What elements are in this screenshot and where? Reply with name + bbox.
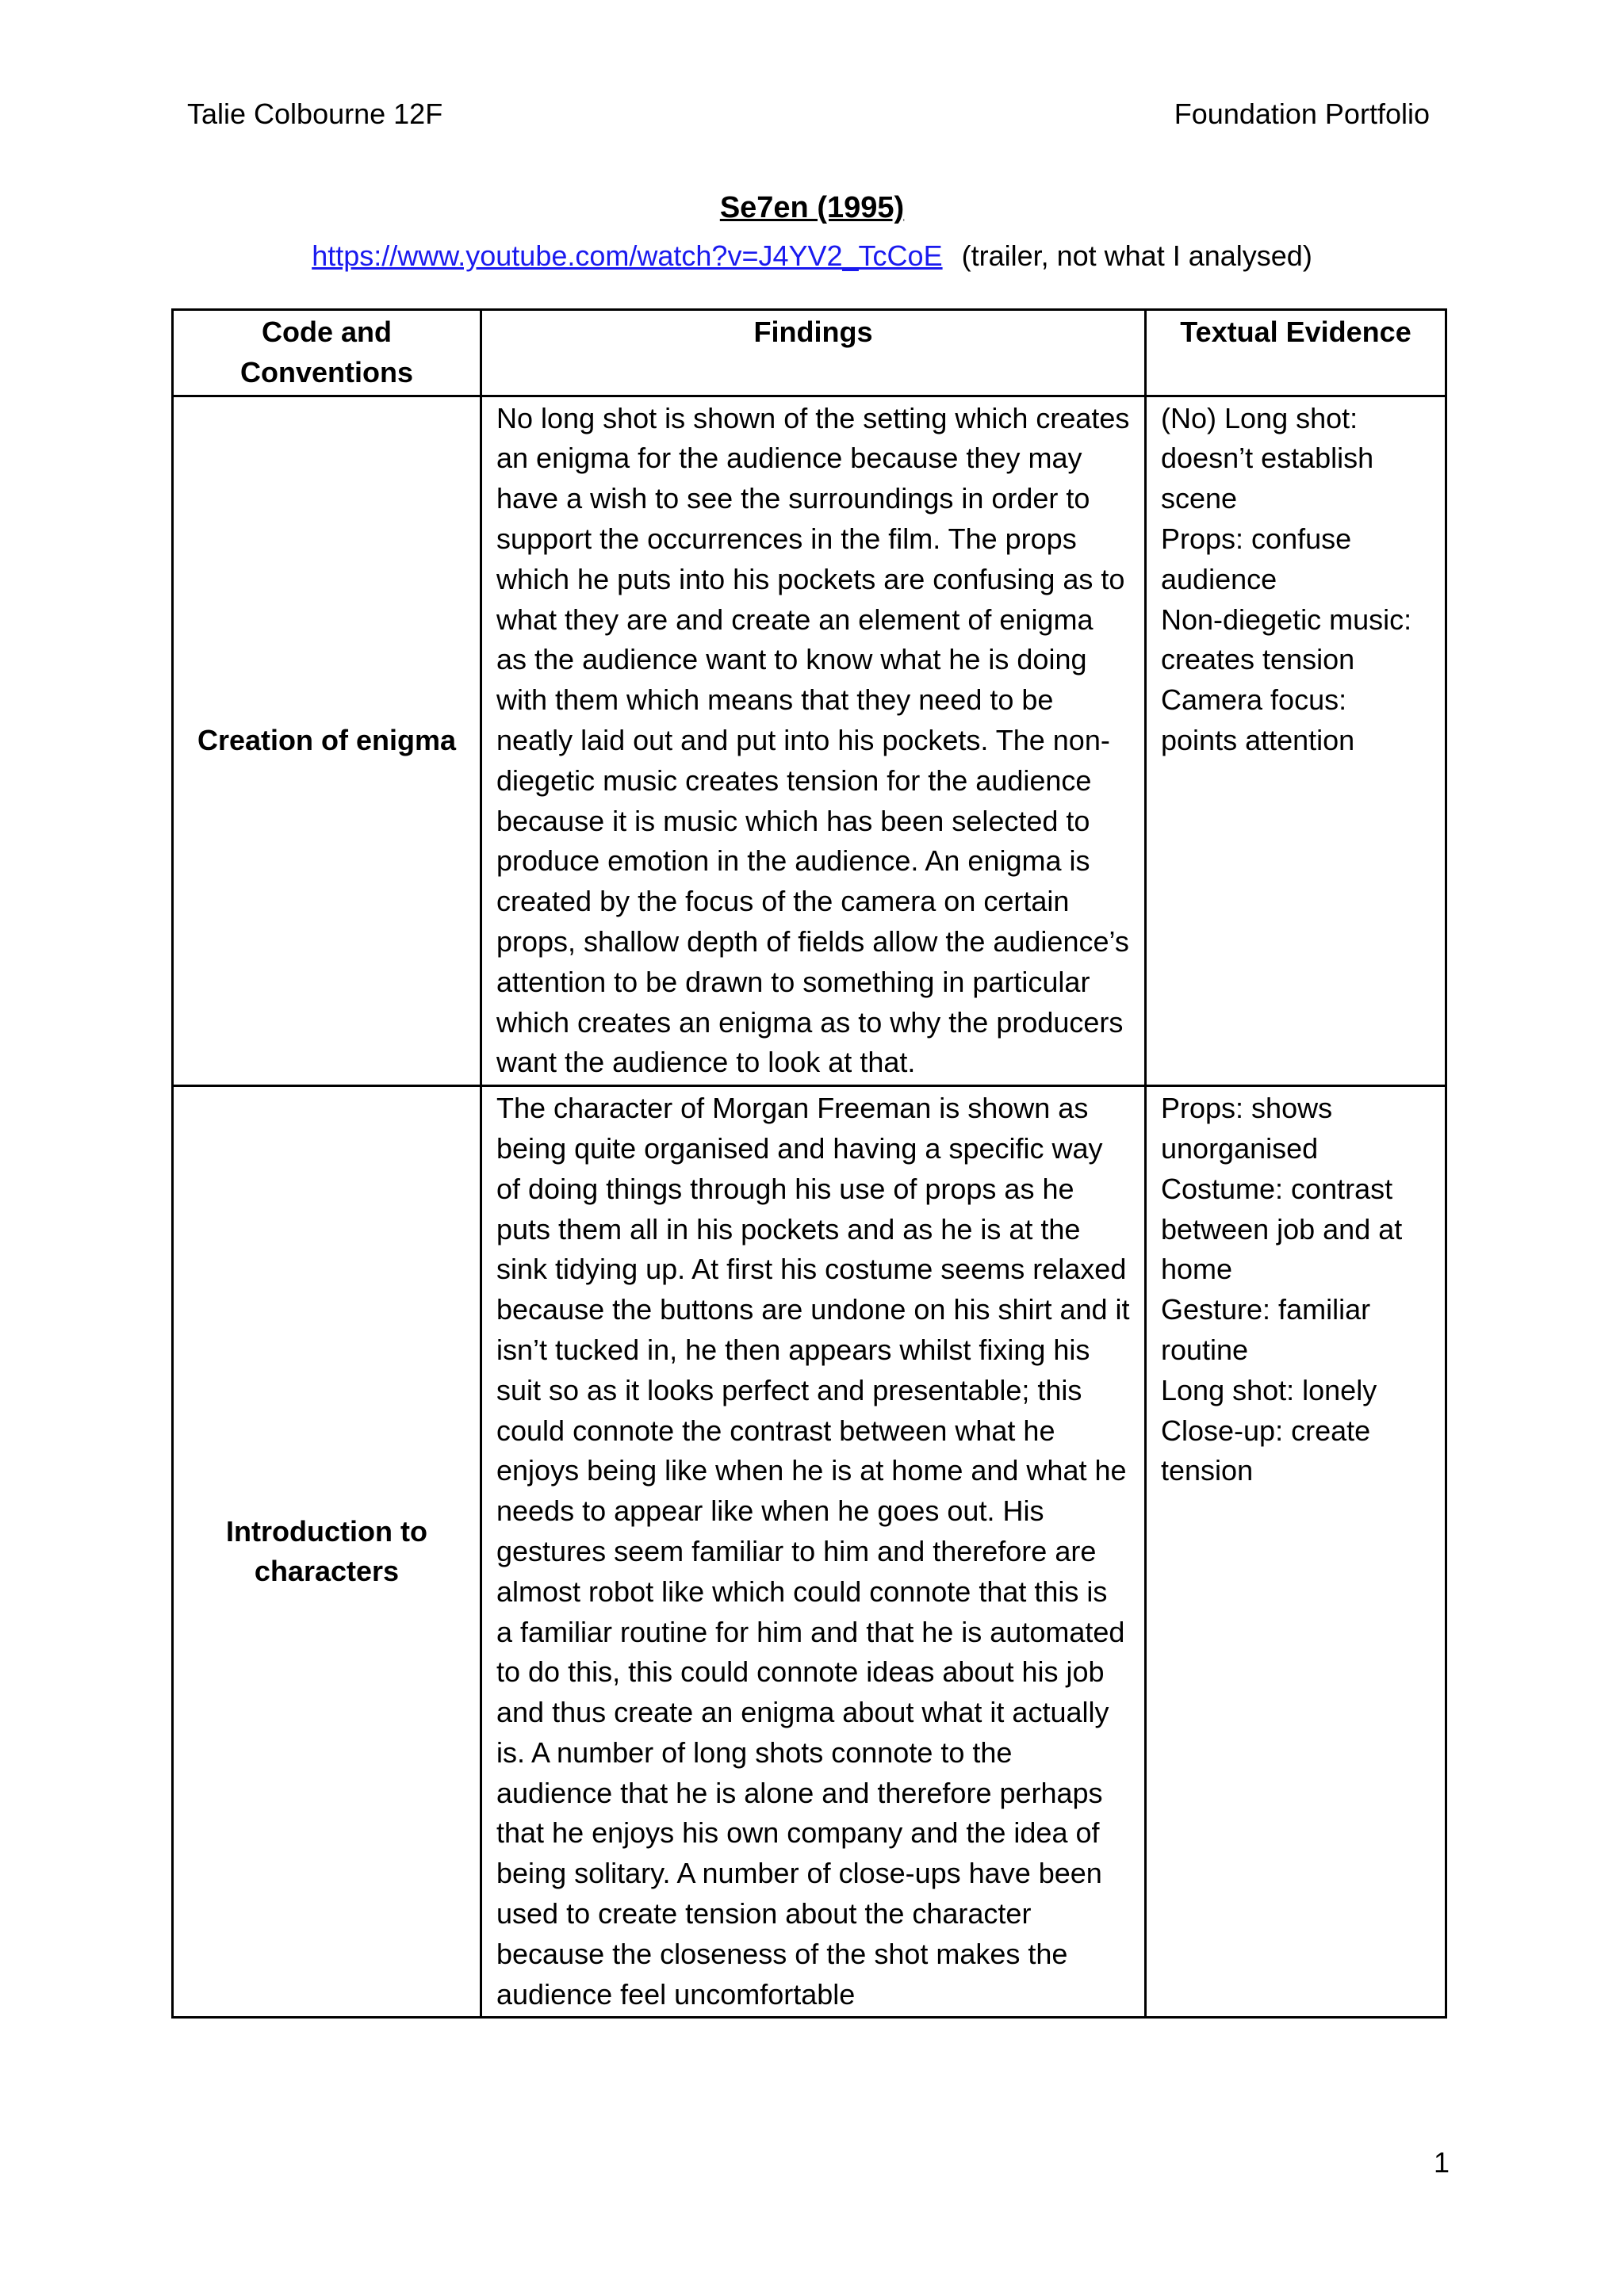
evidence-item: Long shot: lonely — [1161, 1373, 1377, 1406]
header-textual-evidence: Textual Evidence — [1146, 310, 1446, 396]
evidence-item: Costume: contrast between job and at home — [1161, 1172, 1403, 1286]
table-row — [173, 1086, 1446, 2018]
table-row — [173, 396, 1446, 1086]
evidence-item: Props: shows unorganised — [1161, 1092, 1333, 1165]
evidence-item: Close-up: create tension — [1161, 1414, 1371, 1487]
evidence-item: (No) Long shot: doesn’t establish scene — [1161, 401, 1374, 515]
evidence-item: Camera focus: points attention — [1161, 683, 1355, 756]
header-code-conventions: Code and Conventions — [173, 310, 481, 396]
evidence-item: Props: confuse audience — [1161, 522, 1352, 595]
trailer-link-line — [0, 238, 1624, 274]
trailer-link[interactable]: https://www.youtube.com/watch?v=J4YV2_TcCoE — [312, 239, 943, 272]
code-cell: Creation of enigma — [173, 396, 481, 1086]
trailer-note: (trailer, not what I analysed) — [961, 239, 1312, 272]
findings-cell: The character of Morgan Freeman is shown as being quite organised and having a specific way of doing things through his use of props as he puts them all in his pockets and as he is at the sink tidying up. At first his costume seems relaxed because the buttons are undone on his shirt and it isn’t tucked in, he then appears whilst fixing his suit so as it looks perfect and presentable; this could connote the contrast between what he enjoys being like when he is at home and what he needs to appear like when he goes out. His gestures seem familiar to him and therefore are almost robot like which could connote that this is a familiar routine for him and that he is automated to do this, this could connote ideas about his job and thus create an enigma about what it actually is. A number of long shots connote to the audience that he is alone and therefore perhaps that he enjoys his own company and the idea of being solitary. A number of close-ups have been used to create tension about the character because the closeness of the shot makes the audience feel uncomfortable — [481, 1086, 1146, 2018]
analysis-table — [171, 308, 1447, 2019]
evidence-item: Non-diegetic music: creates tension — [1161, 603, 1412, 676]
findings-cell: No long shot is shown of the setting which creates an enigma for the audience because they may have a wish to see the surroundings in order to support the occurrences in the film. The props which he puts into his pockets are confusing as to what they are and create an element of enigma as the audience want to know what he is doing with them which means that they need to be neatly laid out and put into his pockets. The non-diegetic music creates tension for the audience because it is music which has been selected to produce emotion in the audience. An enigma is created by the focus of the camera on certain props, shallow depth of fields allow the audience’s attention to be drawn to something in particular which creates an enigma as to why the producers want the audience to look at that. — [481, 396, 1146, 1086]
page-title: Se7en (1995) — [719, 191, 905, 224]
evidence-cell — [1146, 396, 1446, 1086]
page-number: 1 — [1433, 2146, 1450, 2179]
header-author: Talie Colbourne 12F — [187, 98, 443, 130]
table-header-row — [173, 310, 1446, 396]
header-portfolio: Foundation Portfolio — [1174, 98, 1430, 130]
header-findings: Findings — [481, 310, 1146, 396]
evidence-cell — [1146, 1086, 1446, 2018]
evidence-item: Gesture: familiar routine — [1161, 1293, 1371, 1366]
code-cell: Introduction to characters — [173, 1086, 481, 2018]
